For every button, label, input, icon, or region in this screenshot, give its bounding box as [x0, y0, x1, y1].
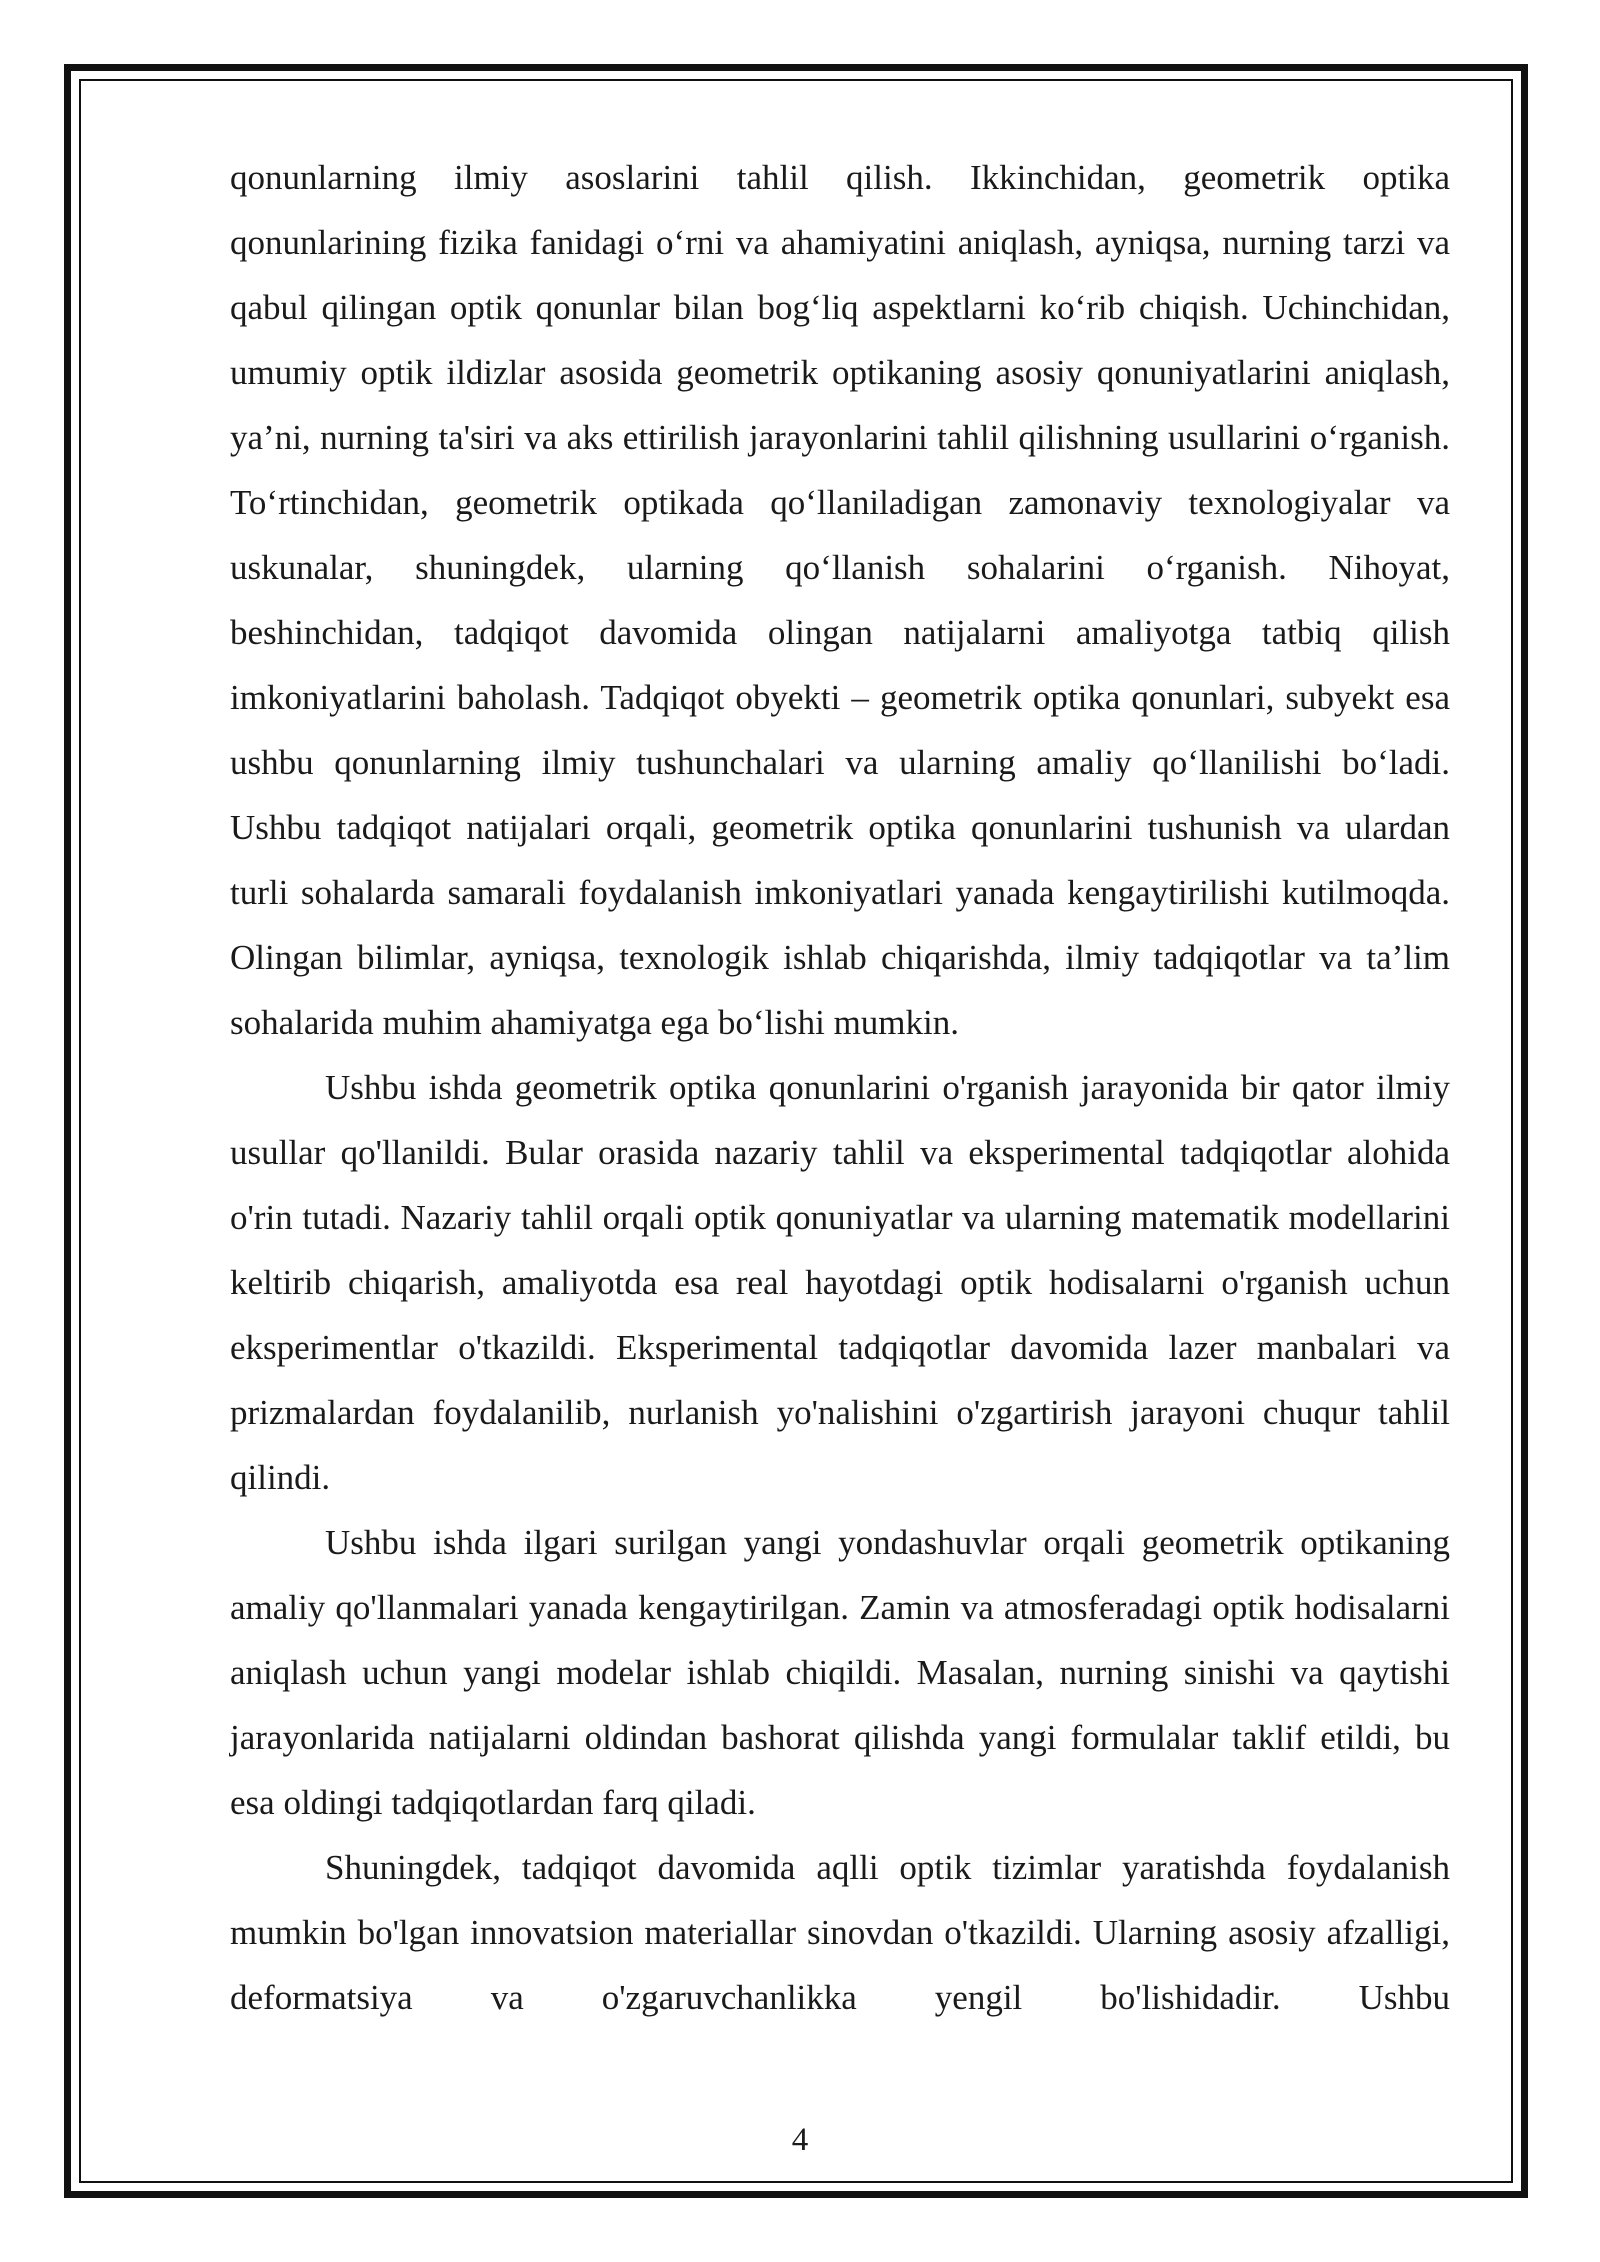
paragraph-4: Shuningdek, tadqiqot davomida aqlli optik tizimlar yaratishda foydalanish mumkin bo'lgan innovatsion materiallar sinovdan o'tkazildi. Ularning asosiy afzalligi, deformatsiya va o'zgaruvchanlikka yengil bo'lishidadir. Ushbu — [230, 1848, 1450, 2017]
paragraph-2: Ushbu ishda geometrik optika qonunlarini o'rganish jarayonida bir qator ilmiy usullar qo'llanildi. Bular orasida nazariy tahlil va eksperimental tadqiqotlar alohida o'rin tutadi. Nazariy tahlil orqali optik qonuniyatlar va ularning matematik modellarini keltirib chiqarish, amaliyotda esa real hayotdagi optik hodisalarni o'rganish uchun eksperimentlar o'tkazildi. Eksperimental tadqiqotlar davomida lazer manbalari va prizmalardan foydalanilib, nurlanish yo'nalishini o'zgartirish jarayoni chuqur tahlil qilindi. — [230, 1068, 1450, 1497]
page-number: 4 — [791, 2122, 809, 2158]
document-body — [230, 145, 1450, 2030]
paragraph-1: qonunlarning ilmiy asoslarini tahlil qilish. Ikkinchidan, geometrik optika qonunlarining fizika fanidagi o‘rni va ahamiyatini aniqlash, ayniqsa, nurning tarzi va qabul qilingan optik qonunlar bilan bog‘liq aspektlarni ko‘rib chiqish. Uchinchidan, umumiy optik ildizlar asosida geometrik optikaning asosiy qonuniyatlarini aniqlash, ya’ni, nurning ta'siri va aks ettirilish jarayonlarini tahlil qilishning usullarini o‘rganish. To‘rtinchidan, geometrik optikada qo‘llaniladigan zamonaviy texnologiyalar va uskunalar, shuningdek, ularning qo‘llanish sohalarini o‘rganish. Nihoyat, beshinchidan, tadqiqot davomida olingan natijalarni amaliyotga tatbiq qilish imkoniyatlarini baholash. Tadqiqot obyekti – geometrik optika qonunlari, subyekt esa ushbu qonunlarning ilmiy tushunchalari va ularning amaliy qo‘llanilishi bo‘ladi. Ushbu tadqiqot natijalari orqali, geometrik optika qonunlarini tushunish va ulardan turli sohalarda samarali foydalanish imkoniyatlari yanada kengaytirilishi kutilmoqda. Olingan bilimlar, ayniqsa, texnologik ishlab chiqarishda, ilmiy tadqiqotlar va ta’lim sohalarida muhim ahamiyatga ega bo‘lishi mumkin. — [230, 158, 1450, 1042]
paragraph-3: Ushbu ishda ilgari surilgan yangi yondashuvlar orqali geometrik optikaning amaliy qo'llanmalari yanada kengaytirilgan. Zamin va atmosferadagi optik hodisalarni aniqlash uchun yangi modelar ishlab chiqildi. Masalan, nurning sinishi va qaytishi jarayonlarida natijalarni oldindan bashorat qilishda yangi formulalar taklif etildi, bu esa oldingi tadqiqotlardan farq qiladi. — [230, 1523, 1450, 1822]
